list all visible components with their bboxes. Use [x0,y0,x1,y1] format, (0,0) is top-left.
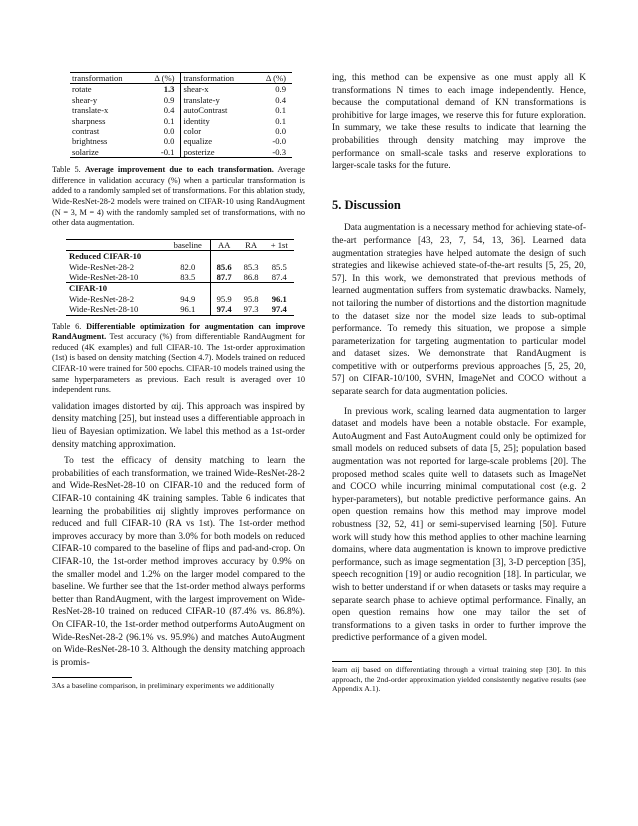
t6-cell: 87.7 [216,272,232,283]
t5-cell: translate-y [183,94,220,105]
table-5-caption [52,165,305,229]
t5-cell: -0.0 [272,136,286,147]
t6-cell: 85.6 [216,261,232,272]
t5-cell: 0.4 [143,105,181,115]
t6-header: RA [238,239,265,250]
t6-group-row [66,251,294,262]
t5-caption-text: Average difference in validation accuracy (%) when a particular transformation is added to a randomly sampled set of transformations. For this ablation study, Wide-ResNet-28-2 models were trained on CIFAR-10 using RandAugment (N = 3, M = 4) with the randomly sampled set of transformations, with no other data augmentation. [52,165,305,228]
right-column [332,72,586,694]
t6-cell: Wide-ResNet-28-10 [66,304,166,315]
t6-group-row [66,283,294,294]
t5-cell: -0.1 [143,147,181,158]
table-6 [66,239,294,316]
t6-cell: 85.3 [243,261,259,272]
t6-row [66,272,294,283]
section-heading-discussion: 5. Discussion [332,197,401,212]
t6-cell: Wide-ResNet-28-2 [69,261,135,272]
t6-caption-label: Table 6. [52,321,82,331]
t6-cell: 97.4 [210,304,238,315]
t6-cell: 97.4 [265,304,294,315]
t6-header: + 1st [265,239,294,250]
t6-cell: 82.0 [166,262,210,272]
t5-cell: identity [183,115,210,126]
t5-cell: 1.3 [143,84,181,95]
t5-cell: contrast [72,126,100,137]
t6-cell: 87.4 [271,272,287,283]
t6-body [66,239,294,315]
t5-cell: 0.0 [143,136,181,146]
t5-cell: 0.9 [275,84,286,95]
t5-row [70,116,292,126]
footnote-rule-right [332,661,412,662]
t5-row [70,147,292,158]
t6-cell: 97.3 [238,304,265,315]
t6-row [66,294,294,304]
t5-caption-label: Table 5. [52,165,81,175]
t6-cell: 96.1 [166,304,210,315]
t6-caption-text: Test accuracy (%) from differentiable RandAugment for reduced (4K examples) and full CIFAR-10. The 1st-order approximation (1st) is based on density matching (Section 4.7). Models trained on reduced CIFAR-10 were trained for 500 epochs. CIFAR-10 models trained using the same hyperparameters as previous. Each result is averaged over 10 independent runs. [52,332,305,395]
t5-body [70,84,292,158]
t5-cell: solarize [70,147,143,158]
t5-cell: 0.9 [143,95,181,105]
t6-header: baseline [166,239,210,250]
t6-header [66,239,166,250]
t6-header: AA [210,239,238,250]
left-paragraph-2: To test the efficacy of density matching to learn the probabilities of each transformation, we trained Wide-ResNet-28-2 and Wide-ResNet-28-10 on CIFAR-10 and the reduced form of CIFAR-10 containing 4K training samples. Table 6 indicates that learning the probabilities αij slightly improves performance on reduced and full CIFAR-10 (RA vs 1st). The 1st-order method improves accuracy by more than 3.0% for both models on reduced CIFAR-10 compared to the baseline of flips and pad-and-crop. On CIFAR-10, the 1st-order method improves accuracy by 0.9% on the smaller model and 1.2% on the larger model compared to the baseline. We further see that the 1st-order method always performs better than RandAugment, with the largest improvement on Wide-ResNet-28-10 trained on reduced CIFAR-10 (87.4% vs. 86.8%). On CIFAR-10, the 1st-order method outperforms AutoAugment on Wide-ResNet-28-2 (96.1% vs. 95.9%) and matches AutoAugment on Wide-ResNet-28-10 3. Although the density matching approach is promis- [52,456,305,668]
t5-cell: shear-y [72,94,98,105]
t6-cell: 85.5 [271,261,287,272]
table-5 [70,72,292,158]
t5-row [70,126,292,136]
t6-group-name: CIFAR-10 [66,283,166,294]
t6-cell: 86.8 [243,272,259,283]
footnote-continuation: learn αij based on differentiating through a virtual training step [30]. In this approach, the 2nd-order approximation yielded consistently negative results (see Appendix A.1). [332,664,586,694]
t6-cell: 95.9 [216,293,232,304]
t6-cell: 94.9 [166,294,210,304]
t5-row [70,136,292,146]
t5-cell: 0.0 [143,126,181,136]
t5-cell: brightness [72,136,108,147]
t6-cell: Wide-ResNet-28-2 [69,293,135,304]
right-paragraph-0: ing, this method can be expensive as one must apply all K transformations N times to each image independently. Hence, because the computational demand of KN transformations is prohibitive for large images, we reserve this for future exploration. In summary, we take these results to indicate that learning the probabilities through density matching may improve the performance on small-scale tasks and reserve explorations to larger-scale tasks for the future. [332,73,586,172]
t6-caption-title: Differentiable optimization for augmentation can improve RandAugment. [52,321,306,342]
t5-cell: equalize [183,136,213,147]
t5-cell: 0.1 [275,115,286,126]
t5-caption-title: Average improvement due to each transformation. [84,165,274,175]
t5-cell: posterize [181,147,255,158]
t5-row [70,105,292,115]
footnote-rule [52,677,132,678]
t5-header: Δ (%) [143,73,181,84]
t5-cell: 0.0 [275,126,286,137]
t5-cell: color [183,126,202,137]
footnote-3: 3As a baseline comparison, in preliminary experiments we additionally [52,681,275,691]
t6-header-row [66,239,294,250]
t6-cell: 96.1 [271,293,287,304]
left-column [52,72,305,691]
t5-cell: 0.1 [275,105,286,116]
t5-header: Δ (%) [254,73,292,84]
t6-row [66,304,294,315]
t6-group-name: Reduced CIFAR-10 [66,251,166,262]
table-6-caption [52,322,305,396]
t5-cell: -0.3 [254,147,292,158]
t5-row [70,84,292,95]
t6-cell: Wide-ResNet-28-10 [69,272,139,283]
t6-cell: 95.8 [243,293,259,304]
t5-header: transformation [181,73,255,84]
discussion-paragraph-1: Data augmentation is a necessary method for achieving state-of-the-art performance [43, 23, 7, 54, 13, 36]. Learned data augmentation strategies have helped automate the design of such strategies and likewise achieved state-of-the-art results [5, 25, 20, 57]. In this work, we demonstrated that previous methods of learned augmentation suffers from systematic drawbacks. Namely, not tailoring the number of distortions and the distortion magnitude to the dataset size nor the model size leads to sub-optimal performance. To remedy this situation, we propose a simple parameterization for targeting augmentation to particular model and dataset sizes. We demonstrate that RandAugment is competitive with or outperforms previous approaches [5, 25, 20, 57] on CIFAR-10/100, SVHN, ImageNet and COCO without a separate search for data augmentation policies. [332,223,586,398]
t6-cell: 83.5 [166,272,210,283]
t5-row [70,95,292,105]
t5-cell: sharpness [72,115,106,126]
t5-header: transformation [70,73,143,84]
discussion-paragraph-2: In previous work, scaling learned data augmentation to larger dataset and models have been a notable obstacle. For example, AutoAugment and Fast AutoAugment could only be optimized for small models on reduced subsets of data [5, 25]; population based augmentation was not reported for large-scale problems [20]. The proposed method scales quite well to datasets such as ImageNet and COCO while incurring minimal computational cost (e.g. 2 hyper-parameters), but notable predictive performance gains. An open question remains how this method may improve model robustness [32, 52, 41] or semi-supervised learning [50]. Future work will study how this method applies to other machine learning domains, where data augmentation is known to improve predictive performance, such as image segmentation [3], 3-D perception [35], speech recognition [19] or audio recognition [18]. In particular, we wish to better understand if or when datasets or tasks may require a separate search phase to achieve optimal performance. Finally, an open question remains how one may tailor the set of transformations to a given tasks in order to further improve the predictive performance of a given model. [332,406,586,644]
left-paragraph-1: validation images distorted by αij. This approach was inspired by density matching [25], but instead uses a differentiable approach in lieu of Bayesian optimization. We label this method as a 1st-order density matching approximation. [52,401,305,450]
t5-cell: 0.1 [143,116,181,126]
t6-row [66,262,294,272]
t5-cell: 0.4 [275,94,286,105]
t5-cell: translate-x [72,105,109,116]
t5-cell: rotate [72,84,92,95]
t5-cell: shear-x [183,84,209,95]
t5-cell: autoContrast [183,105,228,116]
